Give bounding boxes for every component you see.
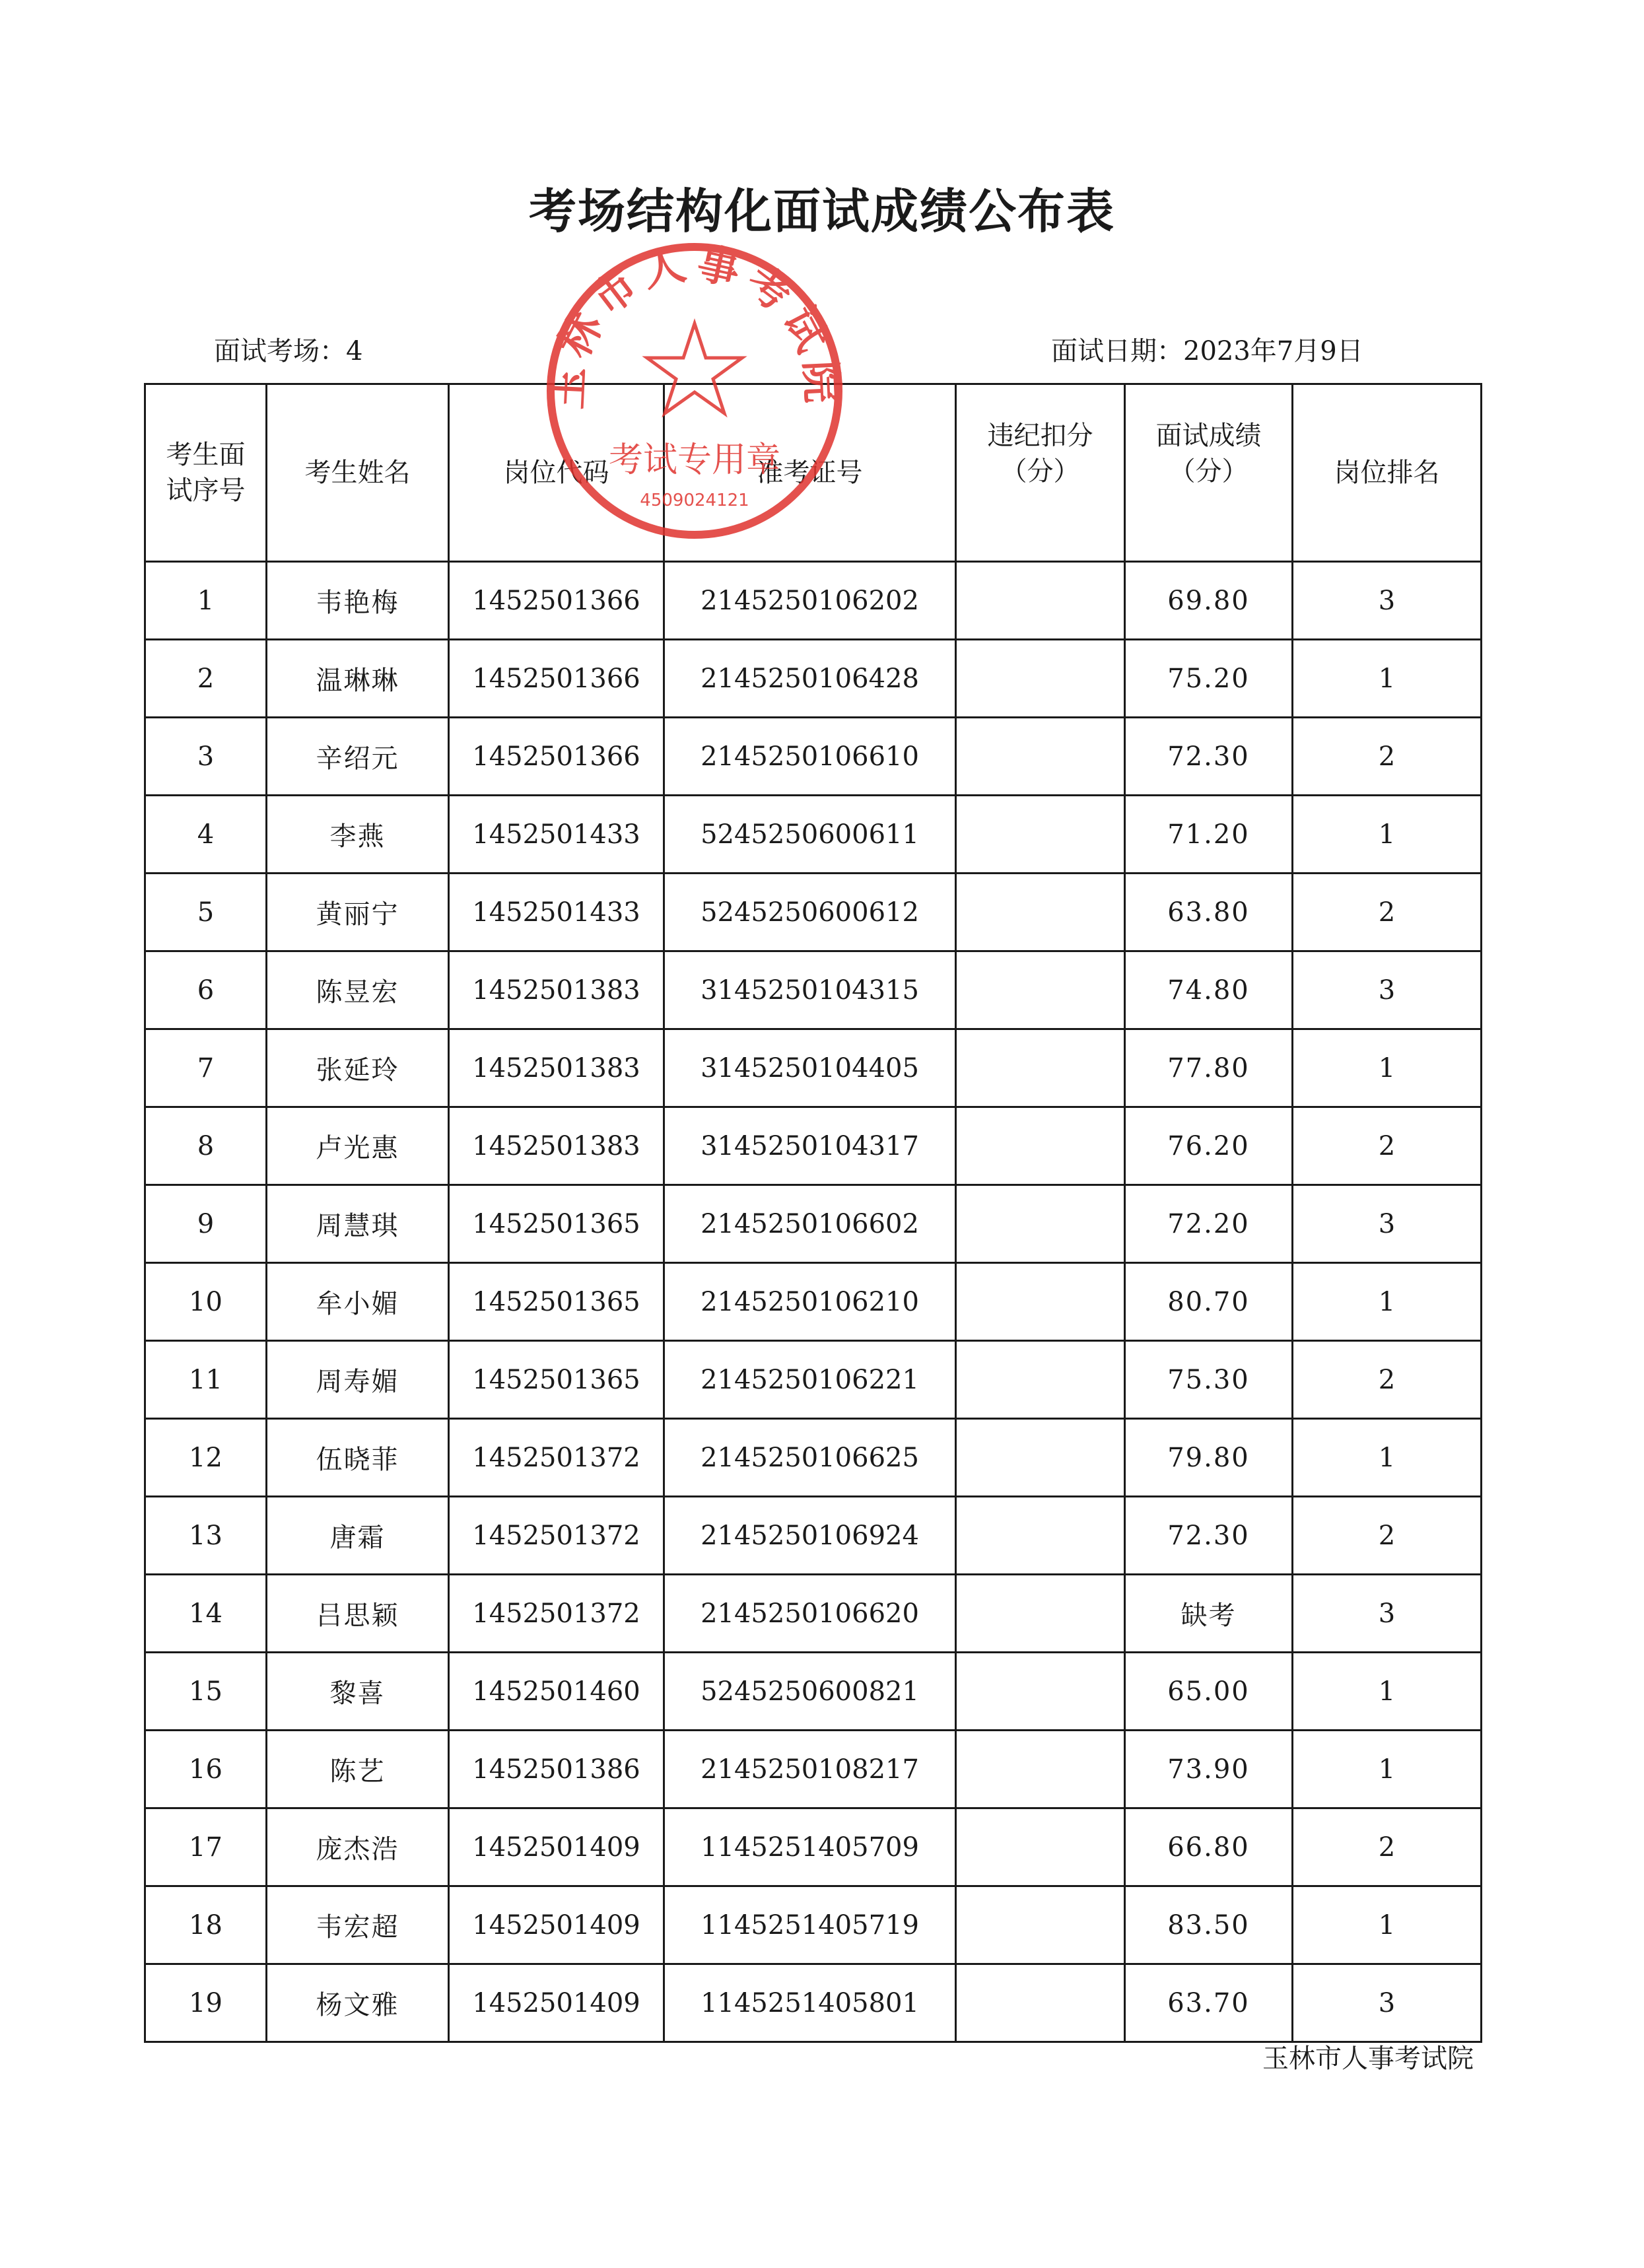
score-cell: 72.20 xyxy=(1125,1185,1293,1263)
rank-cell: 1 xyxy=(1293,640,1482,718)
name-cell: 陈昱宏 xyxy=(267,951,449,1029)
score-cell: 69.80 xyxy=(1125,562,1293,640)
rank-cell: 2 xyxy=(1293,1497,1482,1575)
table-row xyxy=(145,1341,1482,1419)
score-cell: 83.50 xyxy=(1125,1886,1293,1964)
seal-inner-text: 考试专用章 xyxy=(608,440,781,480)
rank-cell: 1 xyxy=(1293,1419,1482,1497)
post-code-cell: 1452501409 xyxy=(449,1808,664,1886)
ticket-no-cell: 2145250106602 xyxy=(664,1185,956,1263)
exam-date-label: 面试日期： xyxy=(1051,336,1183,366)
score-cell: 72.30 xyxy=(1125,1497,1293,1575)
score-cell: 80.70 xyxy=(1125,1263,1293,1341)
rank-cell: 2 xyxy=(1293,1107,1482,1185)
col-header-seq: 考生面 试序号 xyxy=(145,384,267,562)
seal-serial: 4509024121 xyxy=(640,491,749,510)
score-cell: 77.80 xyxy=(1125,1029,1293,1107)
deduction-cell xyxy=(956,1575,1125,1653)
table-row xyxy=(145,640,1482,718)
deduction-cell xyxy=(956,1185,1125,1263)
seq-cell: 14 xyxy=(145,1575,267,1653)
post-code-cell: 1452501366 xyxy=(449,562,664,640)
rank-cell: 2 xyxy=(1293,1341,1482,1419)
deduction-cell xyxy=(956,1029,1125,1107)
post-code-cell: 1452501460 xyxy=(449,1653,664,1731)
footer-issuer: 玉林市人事考试院 xyxy=(1262,2044,1474,2074)
ticket-no-cell: 2145250106210 xyxy=(664,1263,956,1341)
name-cell: 温琳琳 xyxy=(267,640,449,718)
name-cell: 牟小媚 xyxy=(267,1263,449,1341)
ticket-no-cell: 1145251405719 xyxy=(664,1886,956,1964)
ticket-no-cell: 2145250106221 xyxy=(664,1341,956,1419)
deduction-cell xyxy=(956,1107,1125,1185)
name-cell: 李燕 xyxy=(267,796,449,874)
table-row xyxy=(145,1886,1482,1964)
deduction-cell xyxy=(956,562,1125,640)
deduction-cell xyxy=(956,874,1125,951)
score-cell: 缺考 xyxy=(1125,1575,1293,1653)
deduction-cell xyxy=(956,1263,1125,1341)
deduction-cell xyxy=(956,1886,1125,1964)
seq-cell: 1 xyxy=(145,562,267,640)
table-row xyxy=(145,874,1482,951)
post-code-cell: 1452501366 xyxy=(449,718,664,796)
post-code-cell: 1452501433 xyxy=(449,796,664,874)
deduction-cell xyxy=(956,1653,1125,1731)
score-cell: 63.70 xyxy=(1125,1964,1293,2042)
score-cell: 72.30 xyxy=(1125,718,1293,796)
table-row xyxy=(145,951,1482,1029)
post-code-cell: 1452501409 xyxy=(449,1964,664,2042)
score-cell: 63.80 xyxy=(1125,874,1293,951)
seq-cell: 19 xyxy=(145,1964,267,2042)
post-code-cell: 1452501372 xyxy=(449,1575,664,1653)
table-row xyxy=(145,1497,1482,1575)
exam-date-value: 2023年7月9日 xyxy=(1183,336,1363,366)
post-code-cell: 1452501383 xyxy=(449,951,664,1029)
ticket-no-cell: 2145250106620 xyxy=(664,1575,956,1653)
col-header-ticket-no: 准考证号 xyxy=(664,384,956,562)
score-cell: 66.80 xyxy=(1125,1808,1293,1886)
seq-cell: 17 xyxy=(145,1808,267,1886)
ticket-no-cell: 3145250104317 xyxy=(664,1107,956,1185)
name-cell: 卢光惠 xyxy=(267,1107,449,1185)
score-cell: 65.00 xyxy=(1125,1653,1293,1731)
table-row xyxy=(145,1731,1482,1808)
deduction-cell xyxy=(956,640,1125,718)
score-cell: 71.20 xyxy=(1125,796,1293,874)
table-row xyxy=(145,718,1482,796)
col-header-score: 面试成绩 （分） xyxy=(1125,384,1293,562)
name-cell: 唐霜 xyxy=(267,1497,449,1575)
seq-cell: 9 xyxy=(145,1185,267,1263)
deduction-cell xyxy=(956,951,1125,1029)
table-row xyxy=(145,1653,1482,1731)
rank-cell: 3 xyxy=(1293,1575,1482,1653)
name-cell: 辛绍元 xyxy=(267,718,449,796)
post-code-cell: 1452501365 xyxy=(449,1185,664,1263)
col-header-name: 考生姓名 xyxy=(267,384,449,562)
rank-cell: 3 xyxy=(1293,1185,1482,1263)
deduction-cell xyxy=(956,1497,1125,1575)
score-cell: 76.20 xyxy=(1125,1107,1293,1185)
col-header-post-code: 岗位代码 xyxy=(449,384,664,562)
rank-cell: 1 xyxy=(1293,1731,1482,1808)
name-cell: 韦艳梅 xyxy=(267,562,449,640)
exam-room-label: 面试考场： xyxy=(214,336,346,366)
name-cell: 陈艺 xyxy=(267,1731,449,1808)
seal-outer-text: 玉林市人事考试院 xyxy=(543,239,846,411)
deduction-cell xyxy=(956,1808,1125,1886)
rank-cell: 3 xyxy=(1293,951,1482,1029)
deduction-cell xyxy=(956,796,1125,874)
table-row xyxy=(145,1107,1482,1185)
table-row xyxy=(145,1263,1482,1341)
deduction-cell xyxy=(956,718,1125,796)
seq-cell: 8 xyxy=(145,1107,267,1185)
table-row xyxy=(145,562,1482,640)
name-cell: 张延玲 xyxy=(267,1029,449,1107)
post-code-cell: 1452501433 xyxy=(449,874,664,951)
seq-cell: 2 xyxy=(145,640,267,718)
deduction-cell xyxy=(956,1731,1125,1808)
table-row xyxy=(145,796,1482,874)
rank-cell: 1 xyxy=(1293,1029,1482,1107)
post-code-cell: 1452501372 xyxy=(449,1497,664,1575)
col-header-rank: 岗位排名 xyxy=(1293,384,1482,562)
deduction-cell xyxy=(956,1419,1125,1497)
ticket-no-cell: 3145250104315 xyxy=(664,951,956,1029)
name-cell: 黄丽宁 xyxy=(267,874,449,951)
post-code-cell: 1452501409 xyxy=(449,1886,664,1964)
name-cell: 伍晓菲 xyxy=(267,1419,449,1497)
ticket-no-cell: 2145250106202 xyxy=(664,562,956,640)
deduction-cell xyxy=(956,1341,1125,1419)
ticket-no-cell: 1145251405801 xyxy=(664,1964,956,2042)
table-row xyxy=(145,1185,1482,1263)
name-cell: 周慧琪 xyxy=(267,1185,449,1263)
rank-cell: 1 xyxy=(1293,796,1482,874)
post-code-cell: 1452501383 xyxy=(449,1029,664,1107)
ticket-no-cell: 5245250600611 xyxy=(664,796,956,874)
ticket-no-cell: 5245250600821 xyxy=(664,1653,956,1731)
post-code-cell: 1452501383 xyxy=(449,1107,664,1185)
table-row xyxy=(145,1419,1482,1497)
exam-date xyxy=(1051,330,1363,368)
ticket-no-cell: 2145250108217 xyxy=(664,1731,956,1808)
seq-cell: 6 xyxy=(145,951,267,1029)
table-row xyxy=(145,1029,1482,1107)
seq-cell: 4 xyxy=(145,796,267,874)
name-cell: 庞杰浩 xyxy=(267,1808,449,1886)
rank-cell: 3 xyxy=(1293,1964,1482,2042)
score-cell: 73.90 xyxy=(1125,1731,1293,1808)
ticket-no-cell: 1145251405709 xyxy=(664,1808,956,1886)
name-cell: 吕思颖 xyxy=(267,1575,449,1653)
post-code-cell: 1452501372 xyxy=(449,1419,664,1497)
ticket-no-cell: 3145250104405 xyxy=(664,1029,956,1107)
rank-cell: 2 xyxy=(1293,718,1482,796)
deduction-cell xyxy=(956,1964,1125,2042)
name-cell: 韦宏超 xyxy=(267,1886,449,1964)
seq-cell: 13 xyxy=(145,1497,267,1575)
post-code-cell: 1452501386 xyxy=(449,1731,664,1808)
table-row xyxy=(145,1575,1482,1653)
rank-cell: 1 xyxy=(1293,1263,1482,1341)
seq-cell: 15 xyxy=(145,1653,267,1731)
post-code-cell: 1452501366 xyxy=(449,640,664,718)
score-cell: 75.30 xyxy=(1125,1341,1293,1419)
header-row xyxy=(145,384,1482,562)
seq-cell: 3 xyxy=(145,718,267,796)
score-cell: 74.80 xyxy=(1125,951,1293,1029)
seq-cell: 18 xyxy=(145,1886,267,1964)
name-cell: 杨文雅 xyxy=(267,1964,449,2042)
seq-cell: 10 xyxy=(145,1263,267,1341)
score-cell: 79.80 xyxy=(1125,1419,1293,1497)
post-code-cell: 1452501365 xyxy=(449,1263,664,1341)
seq-cell: 5 xyxy=(145,874,267,951)
ticket-no-cell: 5245250600612 xyxy=(664,874,956,951)
score-cell: 75.20 xyxy=(1125,640,1293,718)
col-header-deduction: 违纪扣分 （分） xyxy=(956,384,1125,562)
rank-cell: 3 xyxy=(1293,562,1482,640)
ticket-no-cell: 2145250106610 xyxy=(664,718,956,796)
exam-room-value: 4 xyxy=(346,336,363,366)
rank-cell: 2 xyxy=(1293,1808,1482,1886)
ticket-no-cell: 2145250106924 xyxy=(664,1497,956,1575)
ticket-no-cell: 2145250106625 xyxy=(664,1419,956,1497)
seq-cell: 16 xyxy=(145,1731,267,1808)
ticket-no-cell: 2145250106428 xyxy=(664,640,956,718)
rank-cell: 2 xyxy=(1293,874,1482,951)
score-table xyxy=(144,383,1482,2043)
post-code-cell: 1452501365 xyxy=(449,1341,664,1419)
page-title: 考场结构化面试成绩公布表 xyxy=(528,184,1115,239)
table-row xyxy=(145,1964,1482,2042)
seq-cell: 11 xyxy=(145,1341,267,1419)
name-cell: 黎喜 xyxy=(267,1653,449,1731)
rank-cell: 1 xyxy=(1293,1886,1482,1964)
exam-room xyxy=(214,330,362,368)
rank-cell: 1 xyxy=(1293,1653,1482,1731)
name-cell: 周寿媚 xyxy=(267,1341,449,1419)
seq-cell: 12 xyxy=(145,1419,267,1497)
table-row xyxy=(145,1808,1482,1886)
seq-cell: 7 xyxy=(145,1029,267,1107)
